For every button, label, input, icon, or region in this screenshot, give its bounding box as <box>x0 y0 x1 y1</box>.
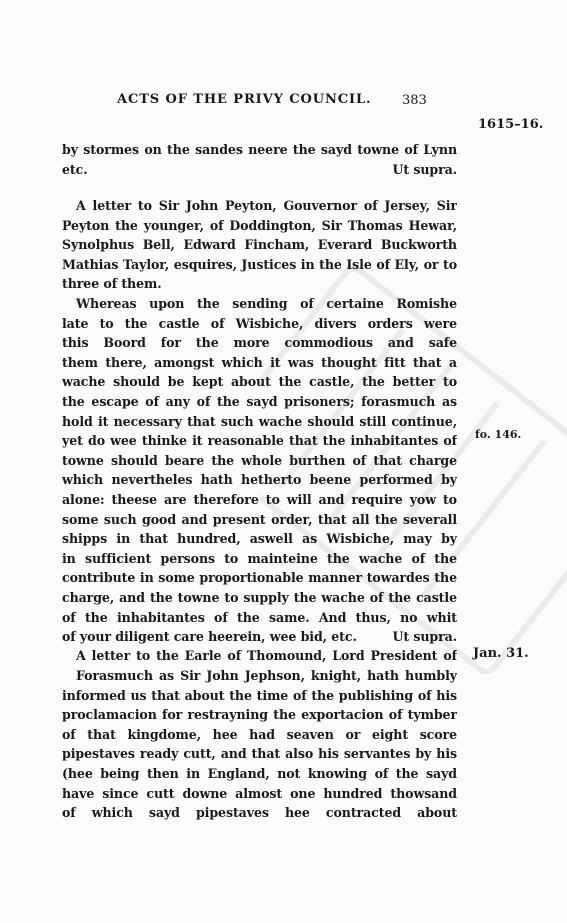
text-line: Whereas upon the sending of certaine Romishe <box>76 296 457 311</box>
running-header-title: ACTS OF THE PRIVY COUNCIL. <box>117 92 372 107</box>
text-line: the escape of any of the sayd prisoners; forasmuch as <box>62 393 457 409</box>
text-line: late to the castle of Wisbiche, divers orders were <box>62 315 457 331</box>
text-line: have since cutt downe almost one hundred thowsand <box>62 785 457 801</box>
text-line: contribute in some proportionable manner towardes the <box>62 570 457 586</box>
text-line: towne should beare the whole burthen of that charge <box>62 452 457 468</box>
text-line: of that kingdome, hee had seaven or eight score <box>62 726 457 742</box>
letter-body <box>62 666 457 823</box>
text-line: by stormes on the sandes neere the sayd towne of Lynn <box>62 142 457 157</box>
text-line: three of them. <box>62 276 162 292</box>
margin-date-note: Jan. 31. <box>473 646 529 661</box>
text-line: Synolphus Bell, Edward Fincham, Everard Buckworth <box>62 237 457 253</box>
text-line: yet do wee thinke it reasonable that the inhabitantes of <box>62 433 457 449</box>
text-line: pipestaves ready cutt, and that also his servantes by his <box>62 746 457 762</box>
ut-supra-tag: Ut supra. <box>392 629 457 645</box>
text-line: Peyton the younger, of Doddington, Sir Thomas Hewar, <box>62 217 457 233</box>
text-line: informed us that about the time of the publishing of his <box>62 687 457 703</box>
text-line: which nevertheles hath hetherto beene performed by <box>62 472 457 488</box>
text-line: in sufficient persons to mainteine the wache of the <box>62 550 457 566</box>
margin-folio-note: fo. 146. <box>475 428 522 441</box>
ut-supra-tag: Ut supra. <box>392 161 457 177</box>
text-line: shipps in that hundred, aswell as Wisbiche, may by <box>62 531 457 547</box>
text-line: Mathias Taylor, esquires, Justices in the Isle of Ely, or to <box>62 256 457 272</box>
text-line: them there, amongst which it was thought fitt that a <box>62 354 457 370</box>
text-line: (hee being then in England, not knowing of the sayd <box>62 765 457 781</box>
text-line: this Boord for the more commodious and safe <box>62 335 457 351</box>
letter-body <box>62 294 457 647</box>
letter-heading <box>62 196 457 294</box>
letter-heading <box>62 646 457 666</box>
text-line: charge, and the towne to supply the wache of the castle <box>62 589 457 605</box>
text-line: alone: theese are therefore to will and require yow to <box>62 491 457 507</box>
paragraph-continuation <box>62 140 457 179</box>
text-line: proclamacion for restrayning the exportacion of tymber <box>62 707 457 723</box>
text-line: of the inhabitantes of the same. And thus, no whit <box>62 609 457 625</box>
text-line: some such good and present order, that all the severall <box>62 511 457 527</box>
text-line: Forasmuch as Sir John Jephson, knight, hath humbly <box>76 668 457 683</box>
text-line: wache should be kept about the castle, the better to <box>62 374 457 390</box>
text-line <box>62 627 457 647</box>
text-line: A letter to the Earle of Thomound, Lord President of <box>76 648 457 663</box>
text-line <box>62 160 457 180</box>
page-number: 383 <box>402 93 427 108</box>
text-line: A letter to Sir John Peyton, Gouvernor of Jersey, Sir <box>76 198 457 213</box>
text-line-start: of your diligent care heerein, wee bid, etc. <box>62 629 357 645</box>
text-line: hold it necessary that such wache should still continue, <box>62 413 457 429</box>
margin-year: 1615–16. <box>478 117 544 132</box>
text-line: of which sayd pipestaves hee contracted about <box>62 805 457 821</box>
text-line-start: etc. <box>62 161 88 177</box>
